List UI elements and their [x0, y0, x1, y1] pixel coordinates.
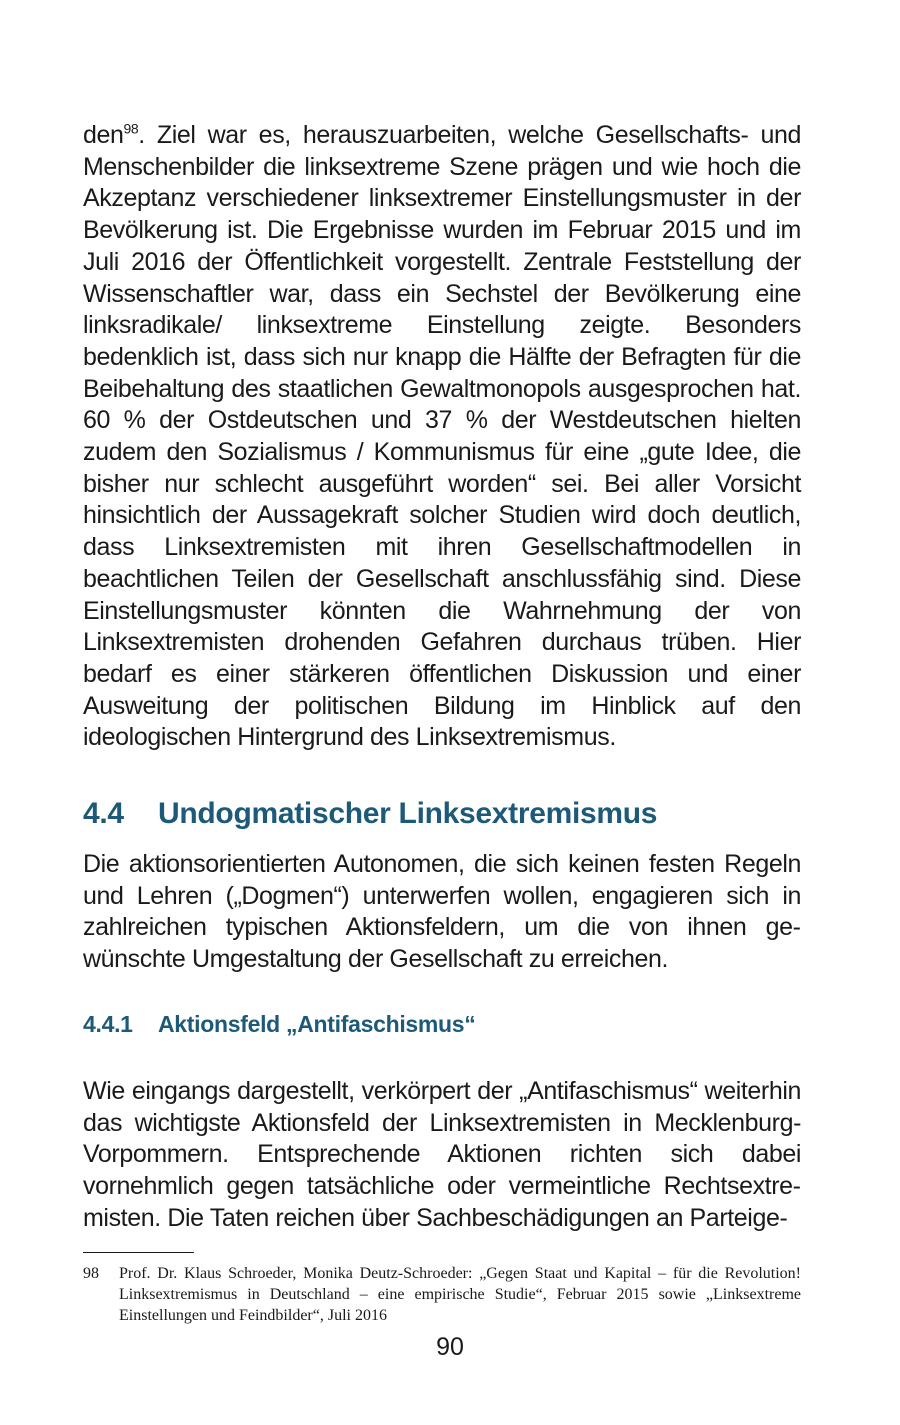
page-content	[83, 120, 801, 1326]
subsection-heading	[83, 1010, 801, 1038]
footnote-number: 98	[83, 1265, 99, 1283]
paragraph-study-results	[83, 120, 801, 754]
subsection-number: 4.4.1	[83, 1010, 133, 1037]
paragraph-body: . Ziel war es, herauszuarbeiten, welche Gesellschafts- und Menschenbilder die linksextreme Szene prägen und wie hoch die Akzeptanz verschiedener linksextremer Einstellungsmuster in der Bevölkerung ist. Die Ergebnisse wurden im Februar 2015 und im Juli 2016 der Öffentlichkeit vorgestellt. Zentrale Feststellung der Wissenschaftler war, dass ein Sechstel der Bevölkerung eine linksradikale/ linksextreme Einstellung zeigte. Besonders bedenklich ist, dass sich nur knapp die Hälfte der Befragten für die Beibehaltung des staatlichen Gewaltmonopols ausgesprochen hat. 60 % der Ostdeutschen und 37 % der Westdeutschen hielten zudem den Sozialismus / Kommunismus für eine „gute Idee, die bisher nur schlecht ausgeführt worden“ sei. Bei aller Vorsicht hinsichtlich der Aussagekraft solcher Studien wird doch deutlich, dass Linksextremisten mit ihren Gesellschaftmodellen in beachtlichen Teilen der Gesellschaft anschlussfähig sind. Diese Einstellungsmuster könnten die Wahrnehmung der von Linksextremisten drohenden Gefahren durchaus trüben. Hier bedarf es einer stärkeren öffentlichen Diskussion und einer Ausweitung der politischen Bildung im Hinblick auf den ideologischen Hintergrund des Linksextremismus.	[83, 121, 801, 752]
paragraph-lead: den	[83, 121, 124, 149]
section-number: 4.4	[83, 797, 124, 831]
paragraph-antifascism: Wie eingangs dargestellt, verkörpert der „Antifaschismus“ weiterhin das wichtigste Aktionsfeld der Linksextremisten in Mecklenburg-Vorpommern. Entsprechende Aktionen richten sich dabei vornehmlich gegen tatsächliche oder vermeintliche Rechtsextremisten. Die Taten reichen über Sachbeschädigungen an Parteige-	[83, 1076, 801, 1232]
page-number: 90	[436, 1333, 464, 1361]
footnote-divider	[83, 1252, 194, 1253]
footnote-reference[interactable]: 98	[123, 120, 139, 137]
footnote	[83, 1263, 801, 1326]
subsection-title: Aktionsfeld „Antifaschismus“	[158, 1010, 476, 1037]
footnote-text: Prof. Dr. Klaus Schroeder, Monika Deutz-Schroeder: „Gegen Staat und Kapital – für die Revolution! Linksextremismus in Deutschland – eine empirische Studie“, Februar 2015 sowie „Linksextreme Einstellungen und Feindbilder“, Juli 2016	[119, 1265, 801, 1325]
section-title: Undogmatischer Linksextremismus	[158, 797, 658, 831]
paragraph-autonomous: Die aktionsorientierten Autonomen, die sich keinen festen Regeln und Lehren („Dogmen“) unterwerfen wollen, engagieren sich in zahlreichen typischen Aktionsfeldern, um die von ihnen gewünschte Umgestaltung der Gesellschaft zu erreichen.	[83, 850, 801, 974]
section-heading	[83, 796, 801, 832]
